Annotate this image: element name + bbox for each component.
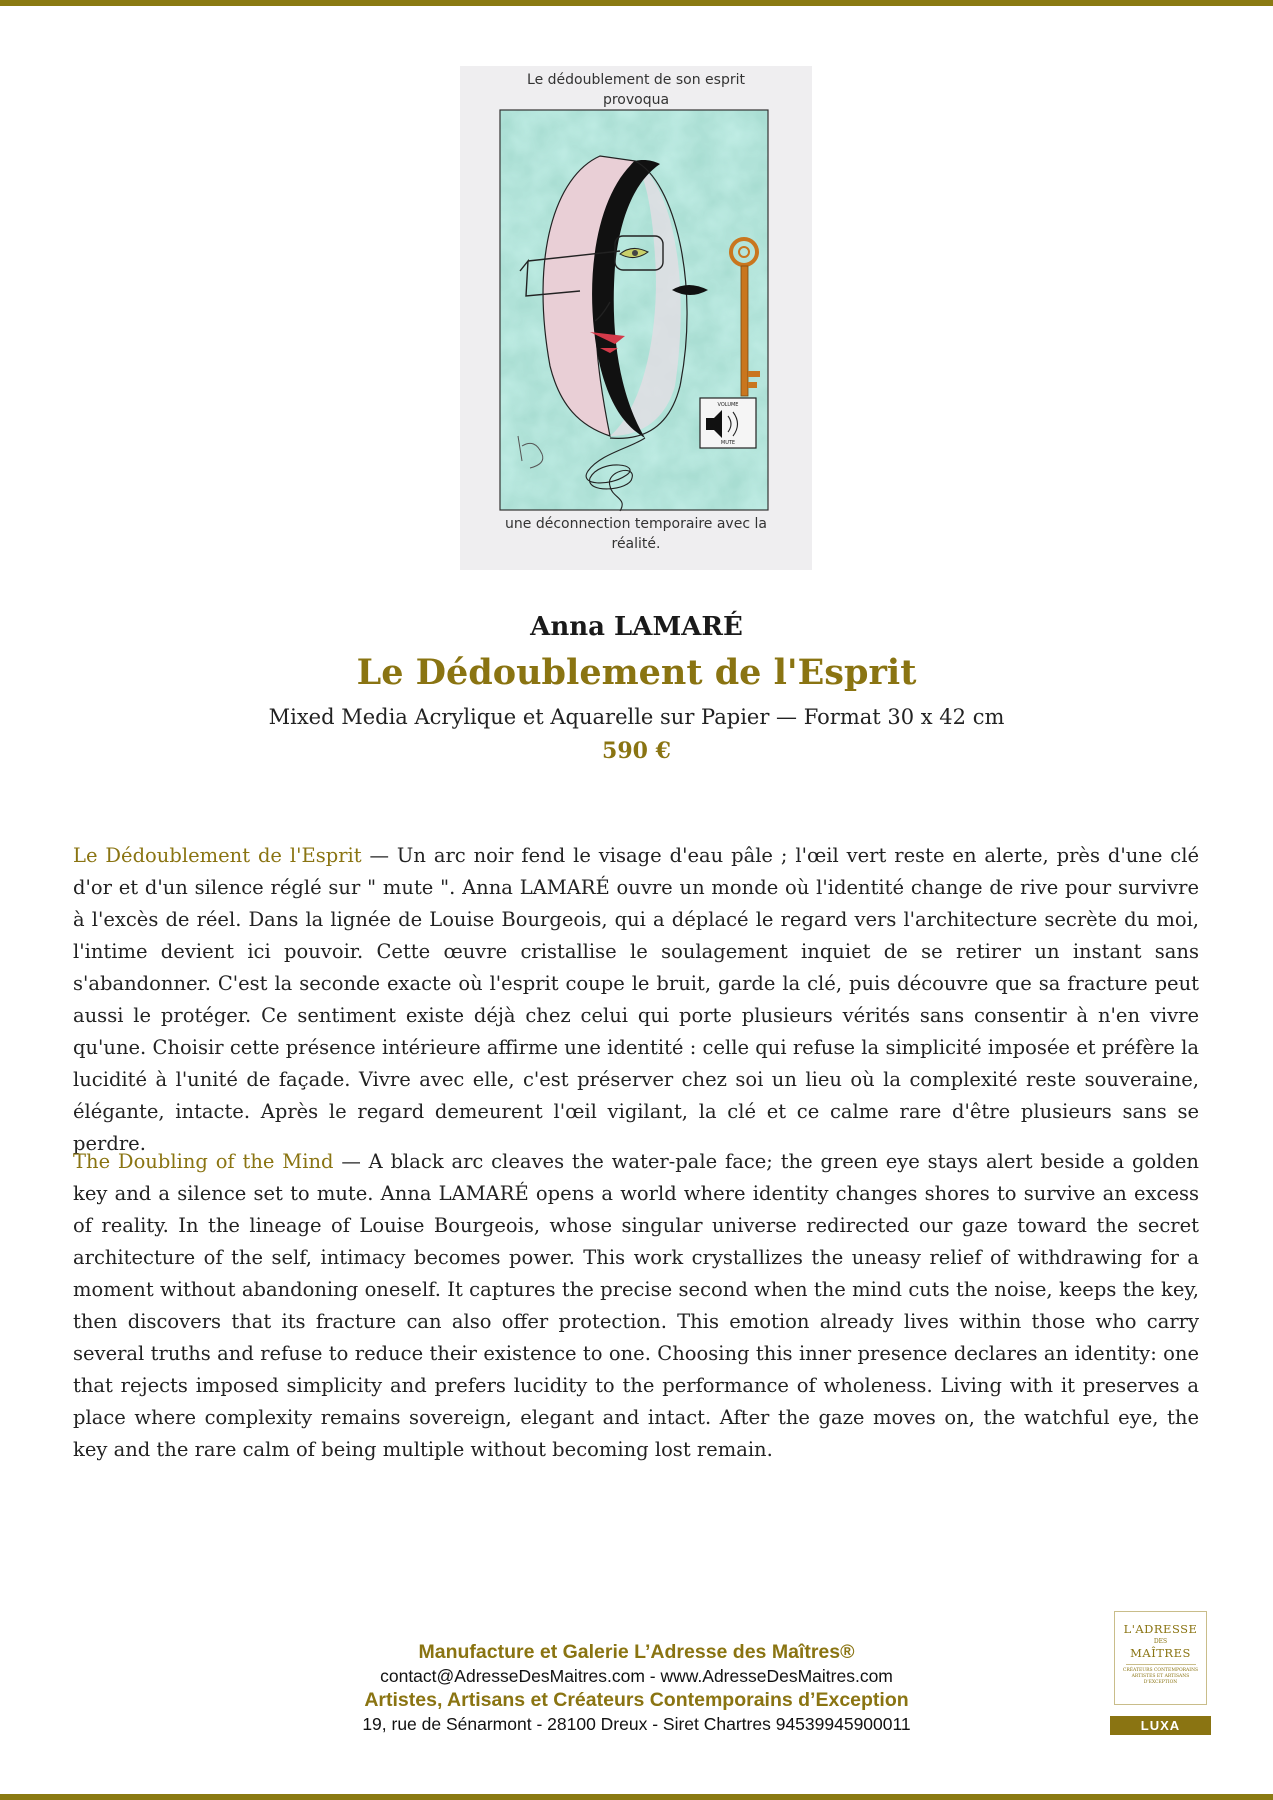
- description-english: [73, 1146, 1199, 1466]
- artwork-medium: Mixed Media Acrylique et Aquarelle sur Papier — Format 30 x 42 cm: [268, 705, 1005, 729]
- logo-line-2: DES: [1153, 1638, 1168, 1645]
- footer-address: 19, rue de Sénarmont - 28100 Dreux - Siret Chartres 94539945900011: [362, 1714, 911, 1734]
- footer-gallery-name: Manufacture et Galerie L’Adresse des Maîtres®: [418, 1641, 855, 1663]
- artwork-caption-bottom: une déconnection temporaire avec la réalité.: [505, 516, 767, 552]
- logo-line-1: L'ADRESSE: [1123, 1622, 1198, 1636]
- description-french: [73, 840, 1199, 1160]
- top-border: [0, 0, 1273, 6]
- artwork-title: Le Dédoublement de l'Esprit: [356, 652, 917, 693]
- description-french-lead: Le Dédoublement de l'Esprit: [73, 844, 362, 867]
- volume-label-bottom: MUTE: [720, 440, 736, 446]
- description-english-lead: The Doubling of the Mind: [73, 1150, 334, 1173]
- footer-tagline: Artistes, Artisans et Créateurs Contemporains d’Exception: [364, 1689, 909, 1711]
- gallery-logo: [1114, 1611, 1207, 1705]
- logo-divider: [1126, 1664, 1196, 1665]
- artwork-caption-top: Le dédoublement de son esprit provoqua: [527, 72, 745, 108]
- logo-subtitle: CRÉATEURS CONTEMPORAINS ARTISTES ET ARTISANS D'EXCEPTION: [1122, 1668, 1199, 1685]
- footer: [0, 1640, 1273, 1736]
- artwork-price: 590 €: [602, 738, 671, 764]
- description-english-text: — A black arc cleaves the water-pale face; the green eye stays alert beside a golden key and a silence set to mute. Anna LAMARÉ opens a world where identity changes shores to survive an excess of reality. In the lineage of Louise Bourgeois, whose singular universe redirected our gaze toward the secret architecture of the self, intimacy becomes power. This work crystallizes the uneasy relief of withdrawing for a moment without abandoning oneself. It captures the precise second when the mind cuts the noise, keeps the key, then discovers that its fracture can also offer protection. This emotion already lives within those who carry several truths and refuse to reduce their existence to one. Choosing this inner presence declares an identity: one that rejects imposed simplicity and prefers lucidity to the performance of wholeness. Living with it preserves a place where complexity remains sovereign, elegant and intact. After the gaze moves on, the watchful eye, the key and the rare calm of being multiple without becoming lost remain.: [73, 1150, 1199, 1461]
- volume-label-top: VOLUME: [717, 402, 739, 408]
- luxa-badge: LUXA: [1110, 1716, 1211, 1735]
- artwork-drawing: [460, 66, 812, 570]
- footer-contact[interactable]: contact@AdresseDesMaitres.com - www.AdresseDesMaitres.com: [380, 1666, 893, 1686]
- logo-line-3: MAÎTRES: [1130, 1646, 1191, 1660]
- artwork-image: [460, 66, 812, 570]
- bottom-border: [0, 1794, 1273, 1800]
- description-french-text: — Un arc noir fend le visage d'eau pâle ; l'œil vert reste en alerte, près d'une clé d'or et d'un silence réglé sur " mute ". Anna LAMARÉ ouvre un monde où l'identité change de rive pour survivre à l'excès de réel. Dans la lignée de Louise Bourgeois, qui a déplacé le regard vers l'architecture secrète du moi, l'intime devient ici pouvoir. Cette œuvre cristallise le soulagement inquiet de se retirer un instant sans s'abandonner. C'est la seconde exacte où l'esprit coupe le bruit, garde la clé, puis découvre que sa fracture peut aussi le protéger. Ce sentiment existe déjà chez celui qui porte plusieurs vérités sans consentir à n'en vivre qu'une. Choisir cette présence intérieure affirme une identité : celle qui refuse la simplicité imposée et préfère la lucidité à l'unité de façade. Vivre avec elle, c'est préserver chez soi un lieu où la complexité reste souveraine, élégante, intacte. Après le regard demeurent l'œil vigilant, la clé et ce calme rare d'être plusieurs sans se perdre.: [73, 844, 1199, 1155]
- artist-name: Anna LAMARÉ: [530, 612, 743, 642]
